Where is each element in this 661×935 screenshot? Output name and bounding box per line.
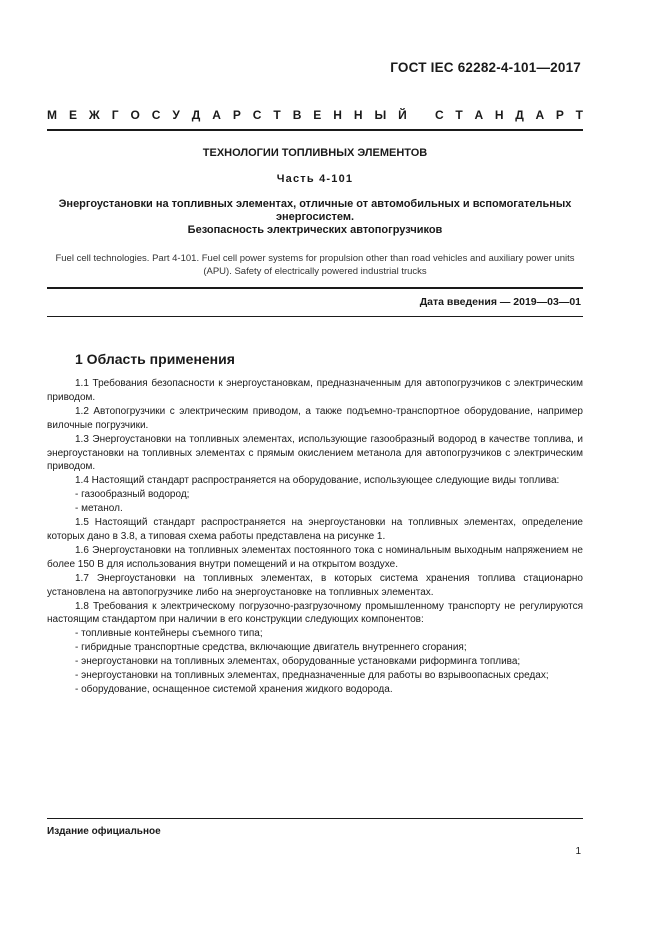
- paragraph: 1.8 Требования к электрическому погрузочно-разгрузочному промышленному транспорту не регулируются настоящим стандартом при наличии в его конструкции следующих компонентов:: [47, 600, 583, 626]
- english-title: Fuel cell technologies. Part 4-101. Fuel cell power systems for propulsion other than road vehicles and auxiliary power units (APU). Safety of electrically powered industrial trucks: [55, 253, 575, 277]
- category-letter: Т: [575, 108, 583, 122]
- edition-note: Издание официальное: [47, 826, 161, 837]
- part-title: Часть 4-101: [276, 173, 354, 185]
- paragraph: 1.7 Энергоустановки на топливных элементах, в которых система хранения топлива стационарно установлена на автопогрузчике либо на энергоустановке на топливных элементах.: [47, 572, 583, 598]
- category-letter: Д: [515, 108, 524, 122]
- top-rule: [47, 129, 583, 131]
- category-letter: А: [474, 108, 484, 122]
- standard-number: ГОСТ IEC 62282-4-101—2017: [390, 60, 581, 75]
- paragraph: 1.2 Автопогрузчики с электрическим приводом, а также подъемно-транспортное оборудование, например вилочные погрузчики.: [47, 405, 583, 431]
- category-letter: Д: [191, 108, 201, 122]
- category-letter: Т: [455, 108, 463, 122]
- category-letter: У: [172, 108, 180, 122]
- subtitle: [47, 198, 583, 237]
- category-letter: Ж: [88, 108, 100, 122]
- category-letter: М: [47, 108, 57, 122]
- category-letter: Р: [555, 108, 564, 122]
- subtitle-line2: энергосистем.: [275, 211, 355, 223]
- category-letter: А: [535, 108, 545, 122]
- category-letter: Е: [313, 108, 322, 122]
- category-letter: С: [151, 108, 161, 122]
- category-word2: [435, 108, 583, 122]
- list-item: - энергоустановки на топливных элементах, оборудованные установками риформинга топлива;: [75, 656, 521, 668]
- category-letter: Т: [273, 108, 281, 122]
- title-rule: [47, 287, 583, 289]
- category-letter: С: [435, 108, 444, 122]
- intro-date: Дата введения — 2019—03—01: [419, 296, 581, 308]
- list-item: - топливные контейнеры съемного типа;: [75, 628, 263, 640]
- paragraph: 1.1 Требования безопасности к энергоустановкам, предназначенным для автопогрузчиков с электрическим приводом.: [47, 378, 583, 403]
- category-letter: Е: [68, 108, 77, 122]
- paragraph: 1.4 Настоящий стандарт распространяется на оборудование, использующее следующие виды топлива:: [75, 475, 560, 487]
- main-title: ТЕХНОЛОГИИ ТОПЛИВНЫХ ЭЛЕМЕНТОВ: [202, 147, 428, 159]
- list-item: - газообразный водород;: [75, 489, 190, 501]
- category-letter: Ы: [374, 108, 387, 122]
- paragraph: 1.5 Настоящий стандарт распространяется на энергоустановки на топливных элементах, определение которых дано в 3.8, а типовая схема работы представлена на рисунке 1.: [47, 517, 583, 542]
- category-letter: Н: [494, 108, 504, 122]
- category-letter: О: [130, 108, 140, 122]
- section-heading: 1 Область применения: [75, 351, 235, 367]
- page-number: 1: [575, 846, 581, 857]
- section-body: [47, 377, 583, 697]
- category-letter: Н: [353, 108, 363, 122]
- category-letter: Г: [111, 108, 119, 122]
- list-item: - гибридные транспортные средства, включающие двигатель внутреннего сгорания;: [75, 642, 467, 654]
- subtitle-line3: Безопасность электрических автопогрузчиков: [187, 224, 443, 236]
- category-letter: Н: [333, 108, 342, 122]
- paragraph: 1.6 Энергоустановки на топливных элементах постоянного тока с номинальным выходным напряжением не более 150 В для использования внутри помещений и на открытом воздухе.: [47, 544, 583, 570]
- standard-category: [47, 108, 583, 122]
- category-letter: А: [212, 108, 221, 122]
- footer-rule: [47, 818, 583, 819]
- paragraph: 1.3 Энергоустановки на топливных элементах, использующие газообразный водород в качестве топлива, и энергоустановки на топливных элементах с прямым окислением метанола для автопогрузчиков с электрическим приводом.: [47, 433, 583, 473]
- category-letter: В: [292, 108, 302, 122]
- list-item: - оборудование, оснащенное системой хранения жидкого водорода.: [75, 683, 393, 695]
- subtitle-line1: Энергоустановки на топливных элементах, отличные от автомобильных и вспомогательных: [58, 198, 572, 210]
- list-item: - метанол.: [75, 503, 123, 515]
- list-item: - энергоустановки на топливных элементах, предназначенные для работы во взрывоопасных средах;: [75, 670, 549, 682]
- category-letter: С: [252, 108, 262, 122]
- category-letter: Й: [398, 108, 407, 122]
- category-letter: Р: [232, 108, 241, 122]
- date-rule: [47, 316, 583, 317]
- category-word1: [47, 108, 407, 122]
